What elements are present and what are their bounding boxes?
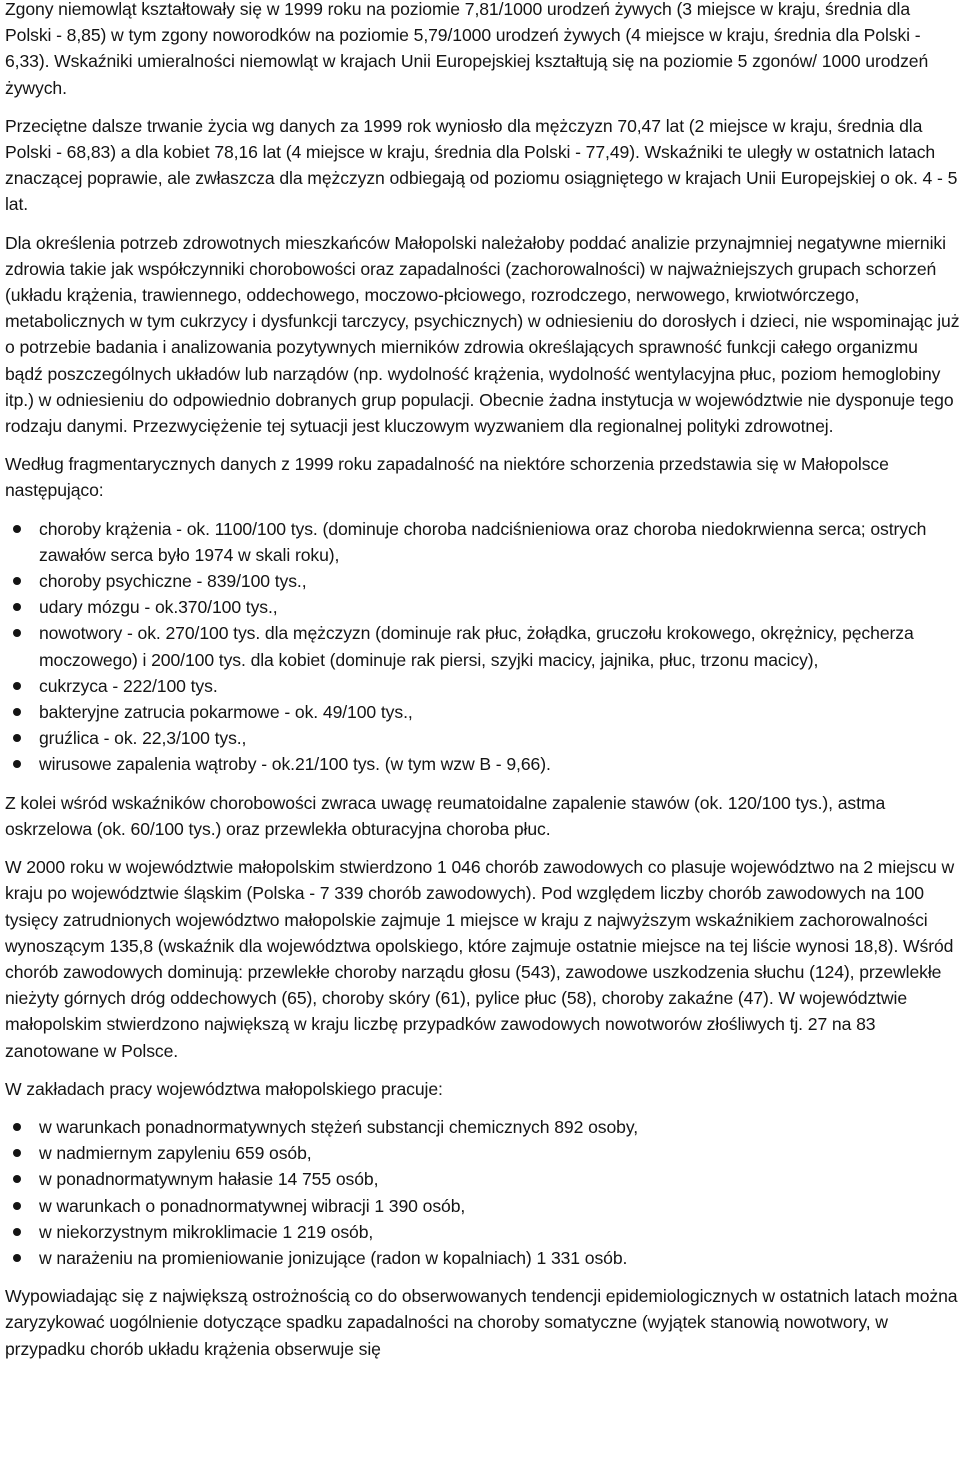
- paragraph-prevalence: Z kolei wśród wskaźników chorobowości zwraca uwagę reumatoidalne zapalenie stawów (ok. 120/100 tys.), astma oskrzelowa (ok. 60/100 tys.) oraz przewlekła obturacyjna choroba płuc.: [5, 792, 886, 839]
- list-item: bakteryjne zatrucia pokarmowe - ok. 49/100 tys.,: [39, 699, 960, 725]
- list-item: gruźlica - ok. 22,3/100 tys.,: [39, 725, 960, 751]
- paragraph-health-needs: Dla określenia potrzeb zdrowotnych mieszkańców Małopolski należałoby poddać analizie przynajmniej negatywne mierniki zdrowia takie jak współczynniki chorobowości oraz zapadalności (zachorowalności) w najważniejszych grupach schorzeń (układu krążenia, trawiennego, oddechowego, moczowo-płciowego, rozrodczego, nerwowego, krwiotwórczego, metabolicznych w tym cukrzycy i dysfunkcji tarczycy, psychicznych) w odniesieniu do dorosłych i dzieci, nie wspominając już o potrzebie badania i analizowania pozytywnych mierników zdrowia określających sprawność funkcji całego organizmu bądź poszczególnych układów lub narządów (np. wydolność krążenia, wydolność wentylacyjna płuc, poziom hemoglobiny itp.) w odniesieniu do odpowiednio dobranych grup populacji. Obecnie żadna instytucja w województwie nie dysponuje tego rodzaju danymi. Przezwyciężenie tej sytuacji jest kluczowym wyzwaniem dla regionalnej polityki zdrowotnej.: [5, 232, 960, 437]
- document-body: [5, 0, 960, 1374]
- paragraph-occupational-diseases: W 2000 roku w województwie małopolskim stwierdzono 1 046 chorób zawodowych co plasuje województwo na 2 miejscu w kraju po województwie śląskim (Polska - 7 339 chorób zawodowych). Pod względem liczby chorób zawodowych na 100 tysięcy zatrudnionych województwo małopolskie zajmuje 1 miejsce w kraju z najwyższym wskaźnikiem zachorowalności wynoszącym 135,8 (wskaźnik dla województwa opolskiego, które zajmuje ostatnie miejsce na tej liście wynosi 18,8). Wśród chorób zawodowych dominują: przewlekłe choroby narządu głosu (543), zawodowe uszkodzenia słuchu (124), przewlekłe nieżyty górnych dróg oddechowych (65), choroby skóry (61), pylice płuc (58), choroby zakaźne (47). W województwie małopolskim stwierdzono największą w kraju liczbę przypadków zawodowych nowotworów złośliwych tj. 27 na 83 zanotowane w Polsce.: [5, 857, 955, 1061]
- paragraph-workers-intro: W zakładach pracy województwa małopolskiego pracuje:: [5, 1078, 443, 1099]
- list-item: choroby psychiczne - 839/100 tys.,: [39, 568, 960, 594]
- list-item: w narażeniu na promieniowanie jonizujące (radon w kopalniach) 1 331 osób.: [39, 1245, 960, 1271]
- list-item: choroby krążenia - ok. 1100/100 tys. (dominuje choroba nadciśnieniowa oraz choroba niedokrwienna serca; ostrych zawałów serca było 1974 w skali roku),: [39, 516, 960, 568]
- list-item: wirusowe zapalenia wątroby - ok.21/100 tys. (w tym wzw B - 9,66).: [39, 751, 960, 777]
- paragraph-epidemiological-trends: Wypowiadając się z największą ostrożnością co do obserwowanych tendencji epidemiologicznych w ostatnich latach można zaryzykować uogólnienie dotyczące spadku zapadalności na choroby somatyczne (wyjątek stanowią nowotwory, w przypadku chorób układu krążenia obserwuje się: [5, 1286, 958, 1359]
- list-item: w niekorzystnym mikroklimacie 1 219 osób,: [39, 1219, 960, 1245]
- disease-incidence-list: [5, 516, 960, 778]
- list-item: w warunkach o ponadnormatywnej wibracji 1 390 osób,: [39, 1193, 960, 1219]
- list-item: cukrzyca - 222/100 tys.: [39, 673, 960, 699]
- paragraph-infant-mortality: Zgony niemowląt kształtowały się w 1999 roku na poziomie 7,81/1000 urodzeń żywych (3 miejsce w kraju, średnia dla Polski - 8,85) w tym zgony noworodków na poziomie 5,79/1000 urodzeń żywych (4 miejsce w kraju, średnia dla Polski - 6,33). Wskaźniki umieralności niemowląt w krajach Unii Europejskiej kształtują się na poziomie 5 zgonów/ 1000 urodzeń żywych.: [5, 0, 929, 98]
- list-item: w nadmiernym zapyleniu 659 osób,: [39, 1140, 960, 1166]
- workers-exposure-list: [5, 1114, 960, 1271]
- list-item: w ponadnormatywnym hałasie 14 755 osób,: [39, 1166, 960, 1192]
- list-item: w warunkach ponadnormatywnych stężeń substancji chemicznych 892 osoby,: [39, 1114, 960, 1140]
- paragraph-incidence-intro: Według fragmentarycznych danych z 1999 roku zapadalność na niektóre schorzenia przedstawia się w Małopolsce następująco:: [5, 454, 889, 501]
- list-item: nowotwory - ok. 270/100 tys. dla mężczyzn (dominuje rak płuc, żołądka, gruczołu krokowego, okrężnicy, pęcherza moczowego) i 200/100 tys. dla kobiet (dominuje rak piersi, szyjki macicy, jajnika, płuc, trzonu macicy),: [39, 620, 960, 672]
- paragraph-life-expectancy: Przeciętne dalsze trwanie życia wg danych za 1999 rok wyniosło dla mężczyzn 70,47 lat (2 miejsce w kraju, średnia dla Polski - 68,83) a dla kobiet 78,16 lat (4 miejsce w kraju, średnia dla Polski - 77,49). Wskaźniki te uległy w ostatnich latach znaczącej poprawie, ale zwłaszcza dla mężczyzn odbiegają od poziomu osiągniętego w krajach Unii Europejskiej o ok. 4 - 5 lat.: [5, 115, 958, 215]
- list-item: udary mózgu - ok.370/100 tys.,: [39, 594, 960, 620]
